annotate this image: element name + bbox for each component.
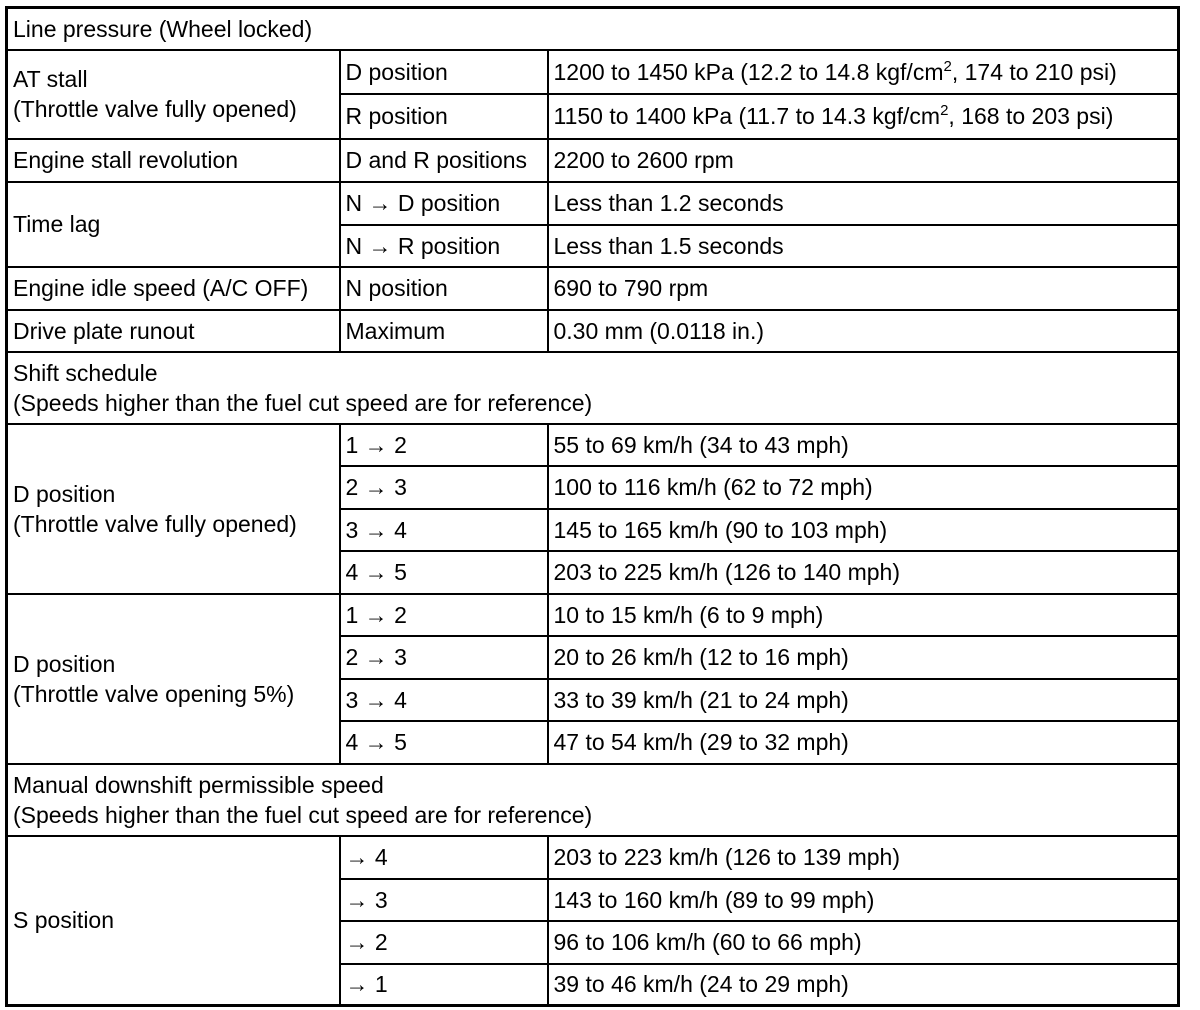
- stall-revolution-position: D and R positions: [340, 139, 548, 182]
- runout-label: Drive plate runout: [7, 310, 340, 352]
- shift-speed: 20 to 26 km/h (12 to 16 mph): [548, 636, 1179, 679]
- idle-speed-label: Engine idle speed (A/C OFF): [7, 267, 340, 310]
- d-position-full-line2: (Throttle valve fully opened): [13, 510, 297, 537]
- d-position-5pct-line2: (Throttle valve opening 5%): [13, 680, 295, 707]
- idle-speed-position: N position: [340, 267, 548, 310]
- at-stall-r-value: [548, 94, 1179, 139]
- shift-speed: 143 to 160 km/h (89 to 99 mph): [548, 879, 1179, 921]
- shift-step: 4 → 5: [340, 551, 548, 594]
- table-row: [7, 8, 1179, 50]
- at-stall-r-value-a: 1150 to 1400 kPa (11.7 to 14.3 kgf/cm: [553, 103, 941, 129]
- table-row: [7, 139, 1179, 182]
- shift-schedule-heading: [7, 352, 1179, 424]
- manual-downshift-line2: (Speeds higher than the fuel cut speed are for reference): [13, 801, 593, 828]
- shift-speed: 203 to 225 km/h (126 to 140 mph): [548, 551, 1179, 594]
- table-row: [7, 594, 1179, 636]
- table-row: [7, 50, 1179, 94]
- at-stall-d-value-b: , 174 to 210 psi): [951, 58, 1117, 85]
- shift-step: 2 → 3: [340, 636, 548, 679]
- runout-position: Maximum: [340, 310, 548, 352]
- shift-step: → 3: [340, 879, 548, 921]
- table-row: [7, 836, 1179, 879]
- table-row: [7, 352, 1179, 424]
- spec-table: [5, 6, 1180, 1007]
- shift-step: → 1: [340, 964, 548, 1006]
- time-lag-label: Time lag: [7, 182, 340, 267]
- at-stall-r-value-sup: 2: [940, 102, 949, 119]
- at-stall-label-line2: (Throttle valve fully opened): [13, 96, 297, 122]
- shift-step: → 2: [340, 921, 548, 964]
- shift-step: 3 → 4: [340, 509, 548, 551]
- table-row: [7, 267, 1179, 310]
- d-position-full-line1: D position: [13, 480, 116, 507]
- manual-downshift-line1: Manual downshift permissible speed: [13, 771, 384, 798]
- manual-downshift-heading: [7, 764, 1179, 836]
- shift-schedule-line1: Shift schedule: [13, 359, 158, 386]
- time-lag-position: N → D position: [340, 182, 548, 225]
- stall-revolution-label: Engine stall revolution: [7, 139, 340, 182]
- shift-speed: 145 to 165 km/h (90 to 103 mph): [548, 509, 1179, 551]
- at-stall-r-value-b: , 168 to 203 psi): [948, 103, 1114, 129]
- idle-speed-value: 690 to 790 rpm: [548, 267, 1179, 310]
- at-stall-d-value: [548, 50, 1179, 94]
- at-stall-d-value-a: 1200 to 1450 kPa (12.2 to 14.8 kgf/cm: [553, 58, 944, 85]
- shift-schedule-line2: (Speeds higher than the fuel cut speed are for reference): [13, 389, 593, 416]
- at-stall-d-position: D position: [340, 50, 548, 94]
- d-position-5pct-line1: D position: [13, 650, 116, 677]
- line-pressure-heading: Line pressure (Wheel locked): [7, 8, 1179, 50]
- table-row: [7, 310, 1179, 352]
- shift-speed: 10 to 15 km/h (6 to 9 mph): [548, 594, 1179, 636]
- shift-step: 3 → 4: [340, 679, 548, 721]
- shift-step: 1 → 2: [340, 594, 548, 636]
- shift-step: → 4: [340, 836, 548, 879]
- shift-speed: 100 to 116 km/h (62 to 72 mph): [548, 466, 1179, 509]
- at-stall-r-position: R position: [340, 94, 548, 139]
- shift-speed: 33 to 39 km/h (21 to 24 mph): [548, 679, 1179, 721]
- d-position-5pct-label: [7, 594, 340, 764]
- shift-step: 1 → 2: [340, 424, 548, 466]
- table-row: [7, 182, 1179, 225]
- at-stall-label-line1: AT stall: [13, 66, 88, 92]
- s-position-label: S position: [7, 836, 340, 1006]
- shift-step: 4 → 5: [340, 721, 548, 764]
- shift-speed: 47 to 54 km/h (29 to 32 mph): [548, 721, 1179, 764]
- table-row: [7, 424, 1179, 466]
- table-row: [7, 764, 1179, 836]
- runout-value: 0.30 mm (0.0118 in.): [548, 310, 1179, 352]
- shift-speed: 96 to 106 km/h (60 to 66 mph): [548, 921, 1179, 964]
- shift-step: 2 → 3: [340, 466, 548, 509]
- at-stall-d-value-sup: 2: [943, 57, 952, 75]
- shift-speed: 203 to 223 km/h (126 to 139 mph): [548, 836, 1179, 879]
- d-position-full-label: [7, 424, 340, 594]
- shift-speed: 55 to 69 km/h (34 to 43 mph): [548, 424, 1179, 466]
- stall-revolution-value: 2200 to 2600 rpm: [548, 139, 1179, 182]
- at-stall-label: [7, 50, 340, 139]
- time-lag-value: Less than 1.2 seconds: [548, 182, 1179, 225]
- shift-speed: 39 to 46 km/h (24 to 29 mph): [548, 964, 1179, 1006]
- time-lag-position: N → R position: [340, 225, 548, 267]
- time-lag-value: Less than 1.5 seconds: [548, 225, 1179, 267]
